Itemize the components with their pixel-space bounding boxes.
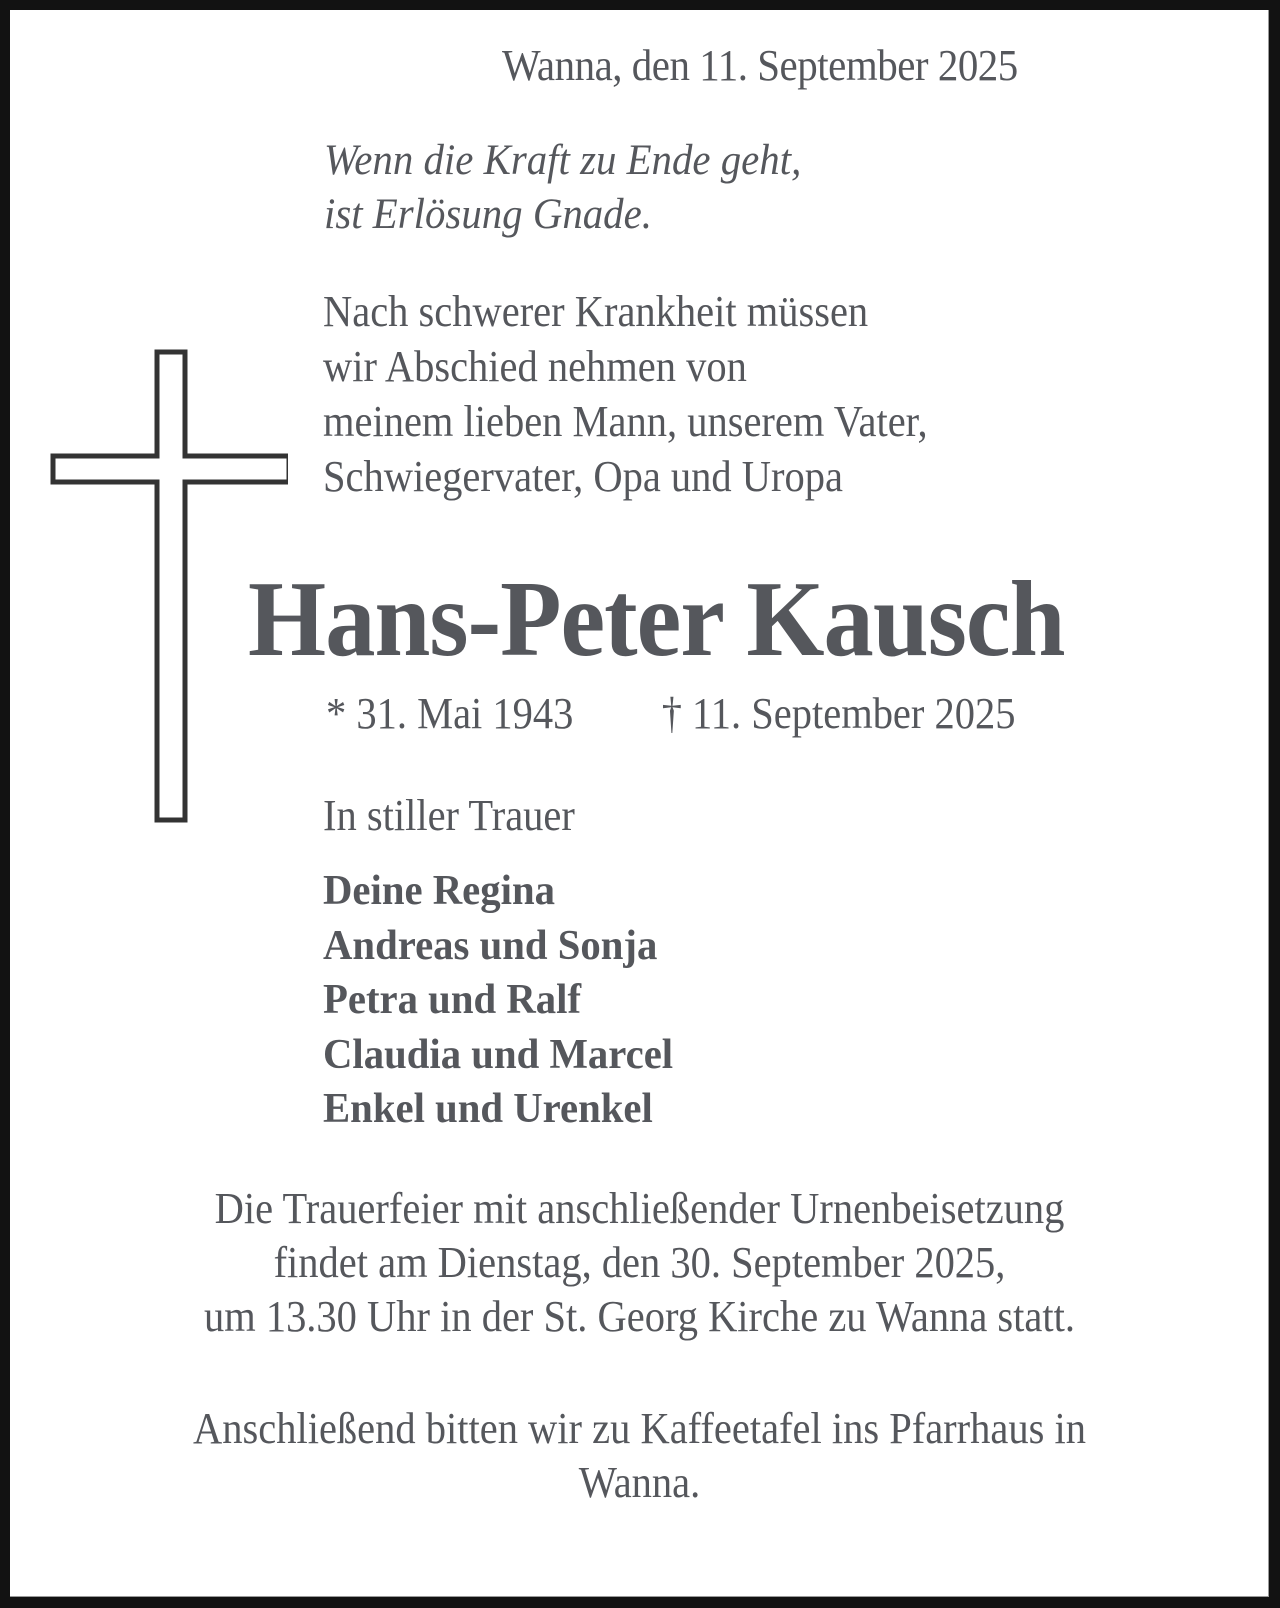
funeral-line: Die Trauerfeier mit anschließender Urnenbeisetzung [214,1184,1065,1233]
intro-line: wir Abschied nehmen von [323,342,747,391]
funeral-line: findet am Dienstag, den 30. September 2025, [273,1238,1006,1287]
quote [324,134,801,242]
mourner: Deine Regina [323,868,555,914]
intro-text [323,284,928,504]
quote-line: ist Erlösung Gnade. [324,191,652,238]
funeral-details [10,1182,1269,1344]
death-date: † 11. September 2025 [661,689,1016,738]
mourner: Enkel und Urenkel [323,1086,653,1132]
intro-line: Schwiegervater, Opa und Uropa [323,452,843,501]
reception-details [10,1402,1269,1510]
mourners-list [323,864,673,1137]
obituary-card [10,10,1269,1597]
mourner: Andreas und Sonja [323,922,658,969]
birth-date: * 31. Mai 1943 [326,689,574,738]
life-dates [326,688,1015,739]
reception-line: Anschließend bitten wir zu Kaffeetafel ins Pfarrhaus in [193,1404,1086,1453]
intro-line: meinem lieben Mann, unserem Vater, [323,397,928,446]
quote-line: Wenn die Kraft zu Ende geht, [324,137,802,184]
funeral-line: um 13.30 Uhr in der St. Georg Kirche zu Wanna statt. [203,1292,1076,1341]
place-date: Wanna, den 11. September 2025 [502,41,1018,90]
mourner: Petra und Ralf [323,977,582,1023]
mourner: Claudia und Marcel [323,1031,674,1078]
mourning-intro: In stiller Trauer [323,791,575,840]
reception-line: Wanna. [578,1458,701,1507]
deceased-name: Hans-Peter Kausch [248,560,1065,679]
intro-line: Nach schwerer Krankheit müssen [323,287,869,336]
